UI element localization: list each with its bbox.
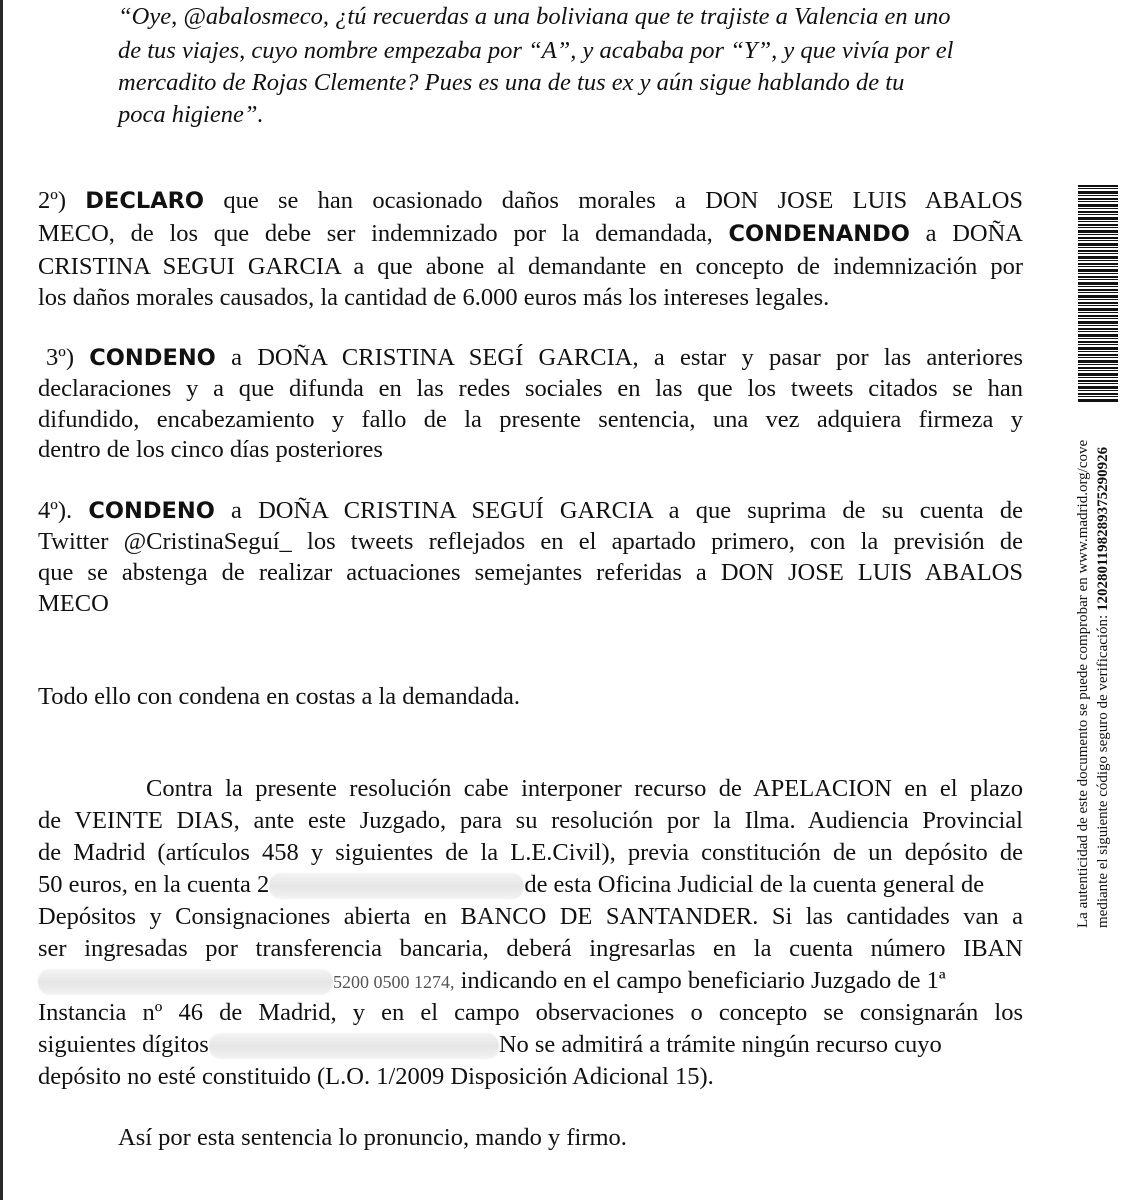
redaction-digits [209, 1033, 499, 1059]
recurso-line-5: Depósitos y Consignaciones abierta en BANCO DE SANTANDER. Si las cantidades van a [38, 903, 1023, 930]
verification-text [1070, 408, 1127, 928]
quote-line-1: “Oye, @abalosmeco, ¿tú recuerdas a una boliviana que te trajiste a Valencia en uno [118, 3, 951, 30]
p4-line-2: Twitter @CristinaSeguí_ los tweets reflejados en el apartado primero, con la previsión de [38, 528, 1023, 555]
recurso-line-9: siguientes dígitos No se admitirá a trámite ningún recurso cuyo [38, 1031, 942, 1058]
recurso-line-6: ser ingresadas por transferencia bancaria, deberá ingresarlas en la cuenta número IBAN [38, 935, 1023, 962]
quote-line-4: poca higiene”. [118, 101, 264, 128]
p4-line-3: que se abstenga de realizar actuaciones semejantes referidas a DON JOSE LUIS ABALOS [38, 559, 1023, 586]
p3-line-1: 3º) CONDENO a DOÑA CRISTINA SEGÍ GARCIA, a estar y pasar por las anteriores [46, 344, 1024, 371]
recurso-line-1: Contra la presente resolución cabe interponer recurso de APELACION en el plazo [146, 775, 1023, 802]
p2-line-2: MECO, de los que debe ser indemnizado por la demandada, CONDENANDO a DOÑA [38, 220, 1023, 247]
p2-line-4: los daños morales causados, la cantidad de 6.000 euros más los intereses legales. [38, 284, 830, 311]
p4-line-4: MECO [38, 590, 109, 617]
page-edge-shadow [0, 0, 3, 1200]
firma-line: Así por esta sentencia lo pronuncio, mando y firmo. [118, 1124, 627, 1151]
costas-line: Todo ello con condena en costas a la demandada. [38, 683, 520, 710]
p3-line-4: dentro de los cinco días posteriores [38, 436, 383, 463]
recurso-line-3: de Madrid (artículos 458 y siguientes de la L.E.Civil), previa constitución de un depósito de [38, 839, 1023, 866]
verification-barcode [1078, 185, 1118, 403]
recurso-line-8: Instancia nº 46 de Madrid, y en el campo observaciones o concepto se consignarán los [38, 999, 1023, 1026]
quote-line-2: de tus viajes, cuyo nombre empezaba por “A”, y acababa por “Y”, y que vivía por el [118, 37, 954, 64]
verification-line-2: mediante el siguiente código seguro de verificación: 1202801198289375290926 [1095, 446, 1111, 928]
redaction-account [269, 873, 524, 899]
p2-line-1: 2º) DECLARO que se han ocasionado daños morales a DON JOSE LUIS ABALOS [38, 187, 1024, 214]
recurso-line-4: 50 euros, en la cuenta 2 de esta Oficina Judicial de la cuenta general de [38, 871, 985, 898]
quote-line-3: mercadito de Rojas Clemente? Pues es una de tus ex y aún sigue hablando de tu [118, 69, 905, 96]
redaction-iban [38, 969, 333, 995]
p3-line-3: difundido, encabezamiento y fallo de la presente sentencia, una vez adquiera firmeza y [38, 406, 1023, 433]
recurso-line-2: de VEINTE DIAS, ante este Juzgado, para su resolución por la Ilma. Audiencia Provincial [38, 807, 1023, 834]
p4-line-1: 4º). CONDENO a DOÑA CRISTINA SEGUÍ GARCIA a que suprima de su cuenta de [38, 497, 1023, 524]
verification-code: 1202801198289375290926 [1095, 446, 1111, 612]
recurso-line-7: 5200 0500 1274, indicando en el campo beneficiario Juzgado de 1ª [38, 966, 1023, 997]
p3-line-2: declaraciones y a que difunda en las redes sociales en las que los tweets citados se han [38, 375, 1023, 402]
recurso-line-10: depósito no esté constituido (L.O. 1/2009 Disposición Adicional 15). [38, 1063, 714, 1090]
p2-line-3: CRISTINA SEGUI GARCIA a que abone al demandante en concepto de indemnización por [38, 253, 1023, 280]
verification-line-1: La autenticidad de este documento se puede comprobar en www.madrid.org/cove [1075, 439, 1091, 928]
